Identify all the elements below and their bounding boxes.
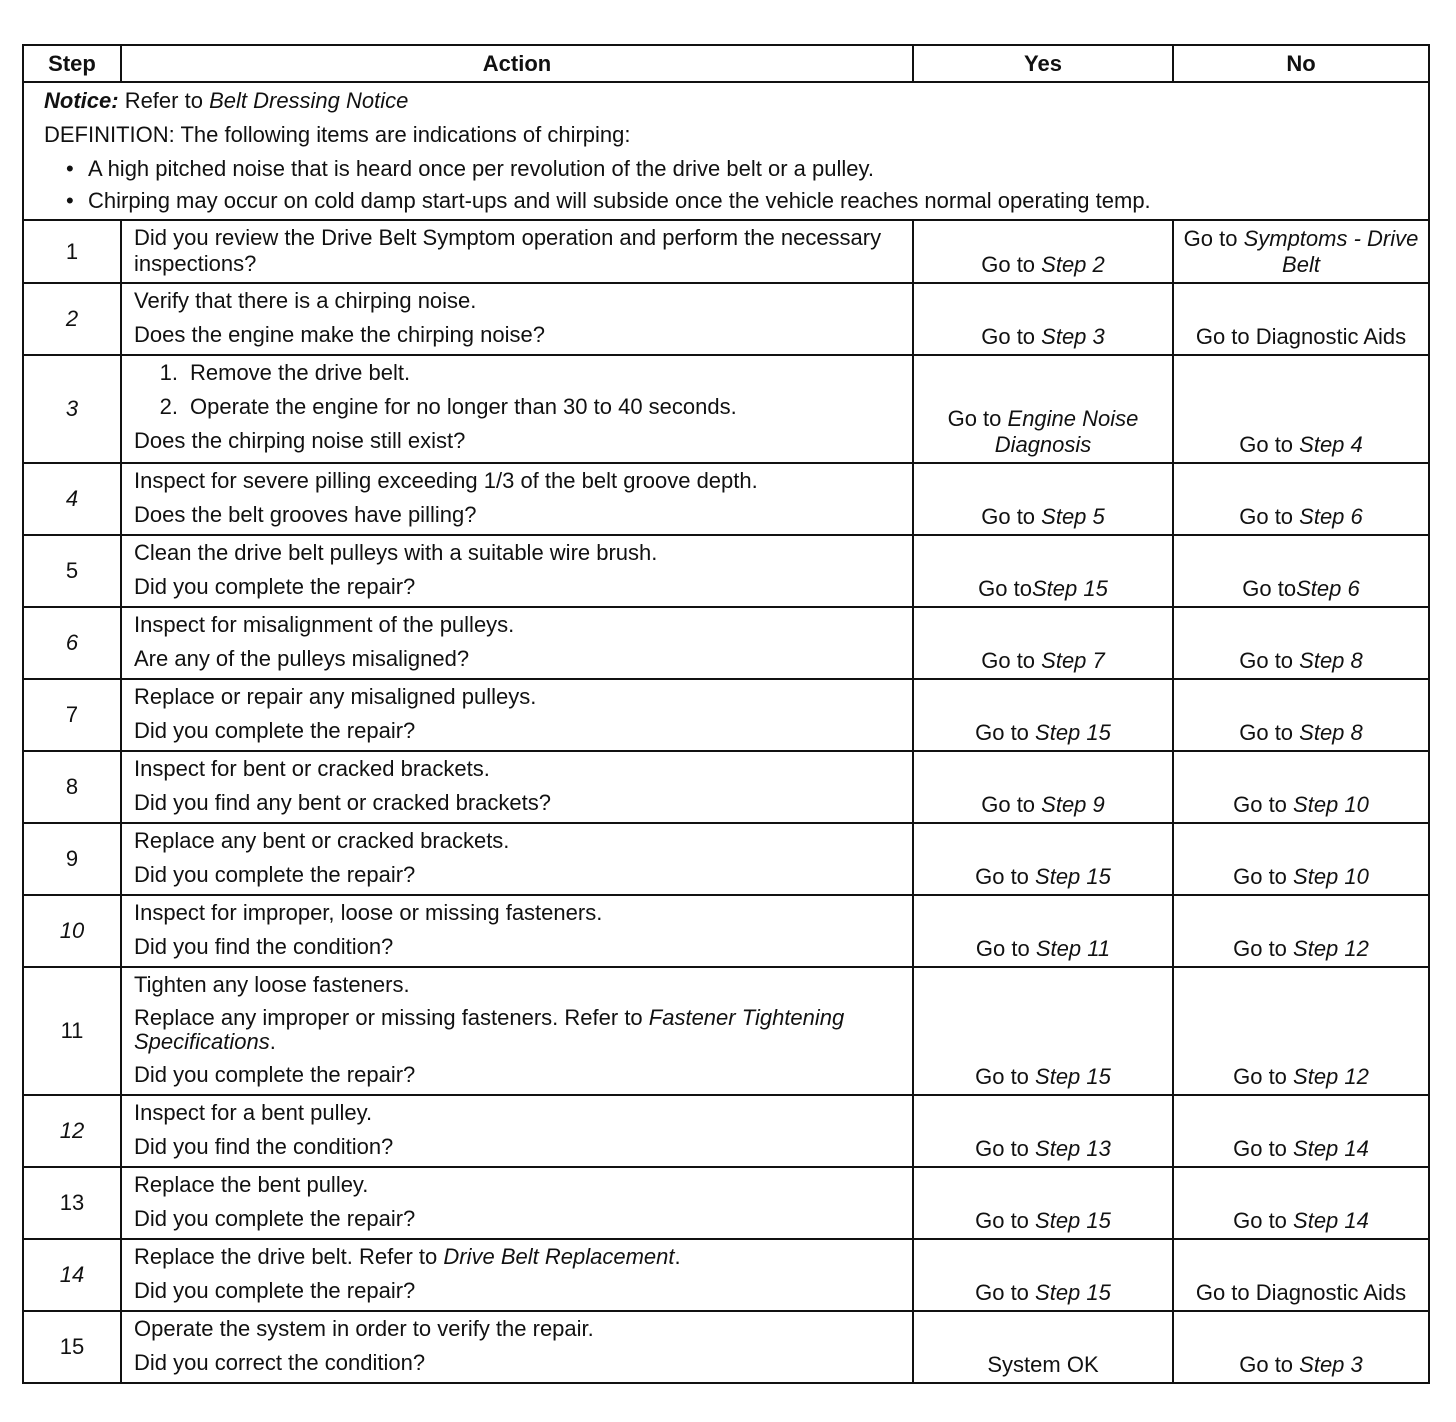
no-cell [1173,283,1429,355]
yes-cell [913,679,1173,751]
no-step-ref: Step 6 [1296,576,1360,601]
no-cell [1173,751,1429,823]
yes-text: Go to [981,792,1042,817]
action-cell [121,1095,913,1167]
ref-pre: Replace the drive belt. Refer to [134,1244,444,1269]
step-num: 1. [159,360,178,385]
yes-text: Go to [975,720,1036,745]
definition-line: DEFINITION: The following items are indications of chirping: [44,122,631,147]
action-line: Did you find the condition? [134,934,394,959]
yes-step-ref: Step 2 [1041,252,1105,277]
step-number: 12 [23,1095,121,1167]
yes-step-ref: Step 5 [1041,504,1105,529]
table-row [23,679,1429,751]
action-line: Replace the bent pulley. [134,1172,369,1197]
no-text: Go to [1233,1208,1294,1233]
diagnostic-table [22,44,1430,1384]
action-cell [121,1311,913,1383]
yes-text: Go to [981,324,1042,349]
no-step-ref: Step 10 [1293,792,1369,817]
step-number: 8 [23,751,121,823]
action-cell [121,679,913,751]
yes-step-ref: Step 11 [1035,936,1111,961]
step-text: Operate the engine for no longer than 30 to 40 seconds. [190,394,737,419]
action-line: Did you complete the repair? [134,1278,416,1303]
action-cell [121,967,913,1095]
action-cell [121,751,913,823]
yes-cell [913,1095,1173,1167]
yes-text: Go to [975,1136,1036,1161]
table-row [23,751,1429,823]
yes-text: System OK [987,1352,1099,1377]
numbered-step [134,360,902,386]
step-number: 15 [23,1311,121,1383]
action-line: Replace any bent or cracked brackets. [134,828,510,853]
no-cell [1173,967,1429,1095]
table-row [23,355,1429,463]
table-row [23,1239,1429,1311]
action-line: Verify that there is a chirping noise. [134,288,477,313]
action-line [134,1244,902,1270]
action-cell [121,463,913,535]
action-line: Did you review the Drive Belt Symptom operation and perform the necessary inspections? [134,225,882,276]
step-number: 2 [23,283,121,355]
step-number: 13 [23,1167,121,1239]
no-step-ref: Step 6 [1299,504,1363,529]
yes-step-ref: Step 3 [1041,324,1105,349]
no-cell [1173,1095,1429,1167]
step-number: 6 [23,607,121,679]
bullet-text: Chirping may occur on cold damp start-ups and will subside once the vehicle reaches normal operating temp. [88,188,1151,213]
step-number: 1 [23,220,121,283]
action-line: Did you find the condition? [134,1134,394,1159]
step-text: Remove the drive belt. [190,360,411,385]
step-number: 7 [23,679,121,751]
action-line: Tighten any loose fasteners. [134,972,410,997]
notice-label: Notice: [44,88,119,113]
yes-text: Go to [947,406,1008,431]
action-line: Inspect for misalignment of the pulleys. [134,612,515,637]
no-step-ref: Step 12 [1293,1064,1369,1089]
no-cell [1173,607,1429,679]
no-text: Go to [1233,936,1294,961]
action-cell [121,1167,913,1239]
step-number: 4 [23,463,121,535]
table-row [23,607,1429,679]
bullet-item: • A high pitched noise that is heard once per revolution of the drive belt or a pulley. [66,156,874,181]
action-cell [121,607,913,679]
no-cell [1173,1239,1429,1311]
yes-cell [913,1311,1173,1383]
no-cell [1173,1311,1429,1383]
yes-step-ref: Step 15 [1035,1208,1111,1233]
step-number: 3 [23,355,121,463]
yes-step-ref: Step 15 [1035,1280,1111,1305]
action-cell [121,1239,913,1311]
no-text: Go to [1239,720,1300,745]
no-cell [1173,895,1429,967]
yes-cell [913,607,1173,679]
action-line: Inspect for a bent pulley. [134,1100,373,1125]
yes-step-ref: Step 15 [1035,864,1111,889]
no-step-ref: Step 12 [1293,936,1369,961]
yes-text: Go to [975,1208,1036,1233]
no-step-ref: Step 8 [1299,720,1363,745]
yes-cell [913,751,1173,823]
notice-link: Belt Dressing Notice [209,88,409,113]
header-yes: Yes [913,45,1173,82]
no-step-ref: Step 10 [1293,864,1369,889]
no-step-ref: Step 4 [1299,432,1363,457]
yes-cell [913,355,1173,463]
yes-cell [913,463,1173,535]
action-line: Does the belt grooves have pilling? [134,502,477,527]
action-line: Does the chirping noise still exist? [134,428,466,453]
yes-text: Go to [981,252,1042,277]
notice-row [23,82,1429,220]
yes-cell [913,535,1173,607]
no-text: Go to [1233,792,1294,817]
yes-cell [913,1167,1173,1239]
yes-text: Go to [981,504,1042,529]
no-text: Go to Diagnostic Aids [1195,324,1407,349]
no-step-ref: Step 3 [1299,1352,1363,1377]
yes-step-ref: Step 7 [1041,648,1105,673]
action-line: Does the engine make the chirping noise? [134,322,545,347]
table-row [23,967,1429,1095]
ref-pre: Replace any improper or missing fasteners. Refer to [134,1005,649,1030]
table-row [23,220,1429,283]
yes-text: Go to [978,576,1032,601]
yes-step-ref: Step 15 [1031,576,1108,601]
table-row [23,535,1429,607]
yes-cell [913,283,1173,355]
action-line: Inspect for bent or cracked brackets. [134,756,490,781]
step-num: 2. [159,394,178,419]
action-line: Did you complete the repair? [134,1206,416,1231]
step-number: 9 [23,823,121,895]
table-row [23,895,1429,967]
no-text: Go to [1233,1064,1294,1089]
yes-text: Go to [975,936,1036,961]
no-cell [1173,1167,1429,1239]
notice-cell [23,82,1429,220]
no-cell [1173,679,1429,751]
action-cell [121,535,913,607]
action-line: Did you complete the repair? [134,862,416,887]
action-line: Operate the system in order to verify the repair. [134,1316,594,1341]
no-step-ref: Step 14 [1293,1208,1369,1233]
action-line: Are any of the pulleys misaligned? [134,646,470,671]
no-text: Go to [1183,226,1244,251]
action-cell [121,895,913,967]
bullet-text: A high pitched noise that is heard once per revolution of the drive belt or a pulley. [88,156,874,181]
no-text: Go to Diagnostic Aids [1195,1280,1407,1305]
yes-text: Go to [975,1064,1036,1089]
action-line: Did you complete the repair? [134,718,416,743]
yes-cell [913,1239,1173,1311]
yes-step-ref: Engine Noise Diagnosis [994,406,1139,457]
action-line: Did you complete the repair? [134,574,416,599]
no-text: Go to [1233,864,1294,889]
header-row [23,45,1429,82]
yes-step-ref: Step 15 [1035,720,1111,745]
table-row [23,1167,1429,1239]
step-number: 5 [23,535,121,607]
action-cell [121,283,913,355]
yes-step-ref: Step 15 [1035,1064,1111,1089]
no-cell [1173,355,1429,463]
no-cell [1173,535,1429,607]
yes-text: Go to [975,1280,1036,1305]
action-cell [121,823,913,895]
table-row [23,463,1429,535]
no-text: Go to [1239,648,1300,673]
action-line [134,1006,902,1054]
ref-link: Fastener Tightening Specifications [134,1005,845,1054]
no-text: Go to [1239,432,1300,457]
no-text: Go to [1239,1352,1300,1377]
action-line: Did you complete the repair? [134,1062,416,1087]
yes-cell [913,220,1173,283]
action-cell [121,355,913,463]
action-line: Replace or repair any misaligned pulleys. [134,684,537,709]
yes-cell [913,967,1173,1095]
action-line: Inspect for improper, loose or missing fasteners. [134,900,603,925]
no-step-ref: Step 14 [1293,1136,1369,1161]
action-line: Clean the drive belt pulleys with a suitable wire brush. [134,540,658,565]
no-cell [1173,823,1429,895]
ref-link: Drive Belt Replacement [443,1244,675,1269]
notice-line [44,88,1418,114]
bullet-item: • Chirping may occur on cold damp start-ups and will subside once the vehicle reaches normal operating temp. [66,188,1151,213]
yes-cell [913,895,1173,967]
action-line: Inspect for severe pilling exceeding 1/3 of the belt groove depth. [134,468,758,493]
no-step-ref: Symptoms - Drive Belt [1243,226,1419,277]
ref-post: . [269,1029,276,1054]
numbered-step [134,394,902,420]
no-text: Go to [1239,504,1300,529]
header-no: No [1173,45,1429,82]
yes-step-ref: Step 9 [1041,792,1105,817]
no-text: Go to [1242,576,1297,601]
step-number: 11 [23,967,121,1095]
yes-step-ref: Step 13 [1035,1136,1111,1161]
action-line: Did you correct the condition? [134,1350,426,1375]
step-number: 10 [23,895,121,967]
yes-text: Go to [975,864,1036,889]
action-line: Did you find any bent or cracked brackets? [134,790,552,815]
table-row [23,1095,1429,1167]
no-text: Go to [1233,1136,1294,1161]
header-action: Action [121,45,913,82]
no-step-ref: Step 8 [1299,648,1363,673]
no-cell [1173,463,1429,535]
yes-cell [913,823,1173,895]
no-cell [1173,220,1429,283]
ref-post: . [674,1244,681,1269]
table-row [23,283,1429,355]
table-row [23,823,1429,895]
yes-text: Go to [981,648,1042,673]
step-number: 14 [23,1239,121,1311]
header-step: Step [23,45,121,82]
action-cell [121,220,913,283]
table-row [23,1311,1429,1383]
notice-text: Refer to [124,88,203,113]
